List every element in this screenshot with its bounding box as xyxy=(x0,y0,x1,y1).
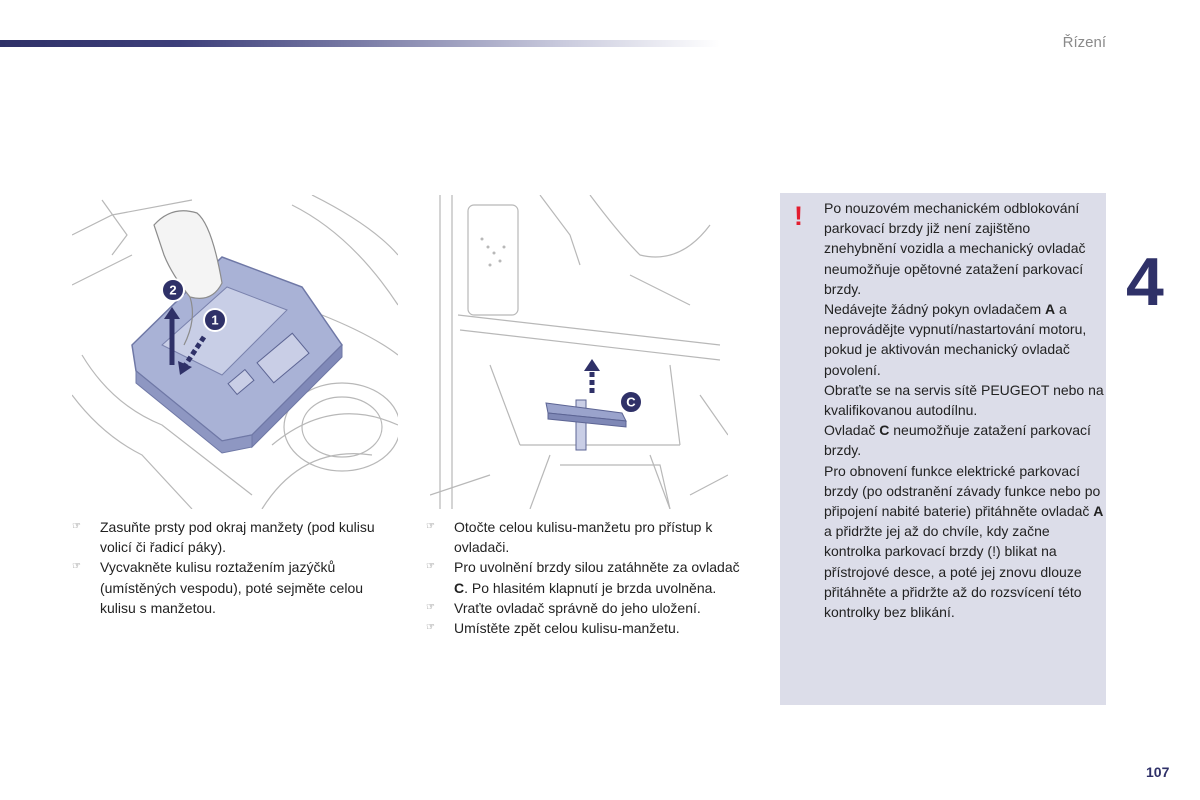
warning-p5-pre: Pro obnovení funkce elektrické parkovací brzdy (po odstranění závady funkce nebo po připojení nabité baterie) přitáhněte ovladač xyxy=(824,462,1101,520)
warning-box xyxy=(780,193,1106,705)
pointing-hand-icon: ☞ xyxy=(72,521,81,532)
warning-p4-post: neumožňuje zatažení parkovací brzdy. xyxy=(824,422,1091,459)
middle-step-2-pre: Pro uvolnění brzdy silou zatáhněte za ovladač xyxy=(454,559,740,576)
middle-step-2-post: . Po hlasitém klapnutí je brzda uvolněna. xyxy=(464,579,717,596)
warning-p5-post: a přidržte jej až do chvíle, kdy začne kontrolka parkovací brzdy (!) blikat na přístrojové desce, a poté jej znovu dlouze přitáhněte a přidržte až do rozsvícení této kontrolky bez blikání. xyxy=(824,523,1082,621)
warning-p2-post: a neprovádějte vypnutí/nastartování motoru, pokud je aktivován mechanický ovladač povolení. xyxy=(824,301,1087,378)
control-a-ref: A xyxy=(1045,301,1056,318)
warning-text xyxy=(824,198,1106,622)
warning-p4-pre: Ovladač xyxy=(824,422,880,439)
warning-paragraph-3: Obraťte se na servis sítě PEUGEOT nebo na kvalifikovanou autodílnu. xyxy=(824,381,1104,419)
page-number: 107 xyxy=(1146,764,1170,780)
left-step-2-text: Vycvakněte kulisu roztažením jazýčků (umístěných vespodu), poté sejměte celou kulisu s manžetou. xyxy=(100,559,364,616)
brake-release-illustration xyxy=(430,195,728,509)
left-step-1-text: Zasuňte prsty pod okraj manžety (pod kulisu volicí či řadicí páky). xyxy=(100,519,375,556)
left-step-2 xyxy=(72,557,402,618)
callout-1-label: 1 xyxy=(211,312,219,328)
gear-console-drawing xyxy=(72,195,398,509)
warning-paragraph-4 xyxy=(824,420,1106,460)
control-a-ref: A xyxy=(1093,503,1104,520)
middle-step-4-text: Umístěte zpět celou kulisu-manžetu. xyxy=(454,620,680,637)
callout-2-label: 2 xyxy=(169,282,177,298)
middle-step-3 xyxy=(426,598,742,618)
pointing-hand-icon: ☞ xyxy=(426,521,435,532)
callout-2 xyxy=(160,277,186,303)
middle-steps-list xyxy=(426,517,742,638)
callout-c-label: C xyxy=(626,394,636,410)
warning-paragraph-1: Po nouzovém mechanickém odblokování parkovací brzdy již není zajištěno znehybnění vozidla a mechanický ovladač neumožňuje opětovné zatažení parkovací brzdy. xyxy=(824,200,1086,297)
control-c-ref: C xyxy=(879,422,890,439)
middle-step-1-text: Otočte celou kulisu-manžetu pro přístup k ovladači. xyxy=(454,519,713,556)
pointing-hand-icon: ☞ xyxy=(426,561,435,573)
chapter-number: 4 xyxy=(1126,244,1164,320)
callout-c xyxy=(618,389,644,415)
pointing-hand-icon: ☞ xyxy=(72,561,81,573)
left-steps-list xyxy=(72,517,402,618)
left-step-1 xyxy=(72,517,402,557)
middle-step-2 xyxy=(426,557,742,597)
callout-1 xyxy=(202,307,228,333)
middle-step-4 xyxy=(426,618,742,638)
section-title: Řízení xyxy=(1062,34,1106,51)
middle-step-3-text: Vraťte ovladač správně do jeho uložení. xyxy=(454,599,701,616)
middle-step-1 xyxy=(426,517,742,557)
warning-paragraph-5 xyxy=(824,461,1106,623)
warning-p2-pre: Nedávejte žádný pokyn ovladačem xyxy=(824,301,1046,318)
brake-release-drawing xyxy=(430,195,728,509)
control-c-ref: C xyxy=(454,579,465,596)
pointing-hand-icon: ☞ xyxy=(426,622,435,634)
header-gradient-bar xyxy=(0,40,720,47)
warning-paragraph-2 xyxy=(824,299,1106,380)
warning-exclamation-icon: ! xyxy=(794,201,803,231)
gear-console-illustration xyxy=(72,195,398,509)
pointing-hand-icon: ☞ xyxy=(426,601,435,613)
